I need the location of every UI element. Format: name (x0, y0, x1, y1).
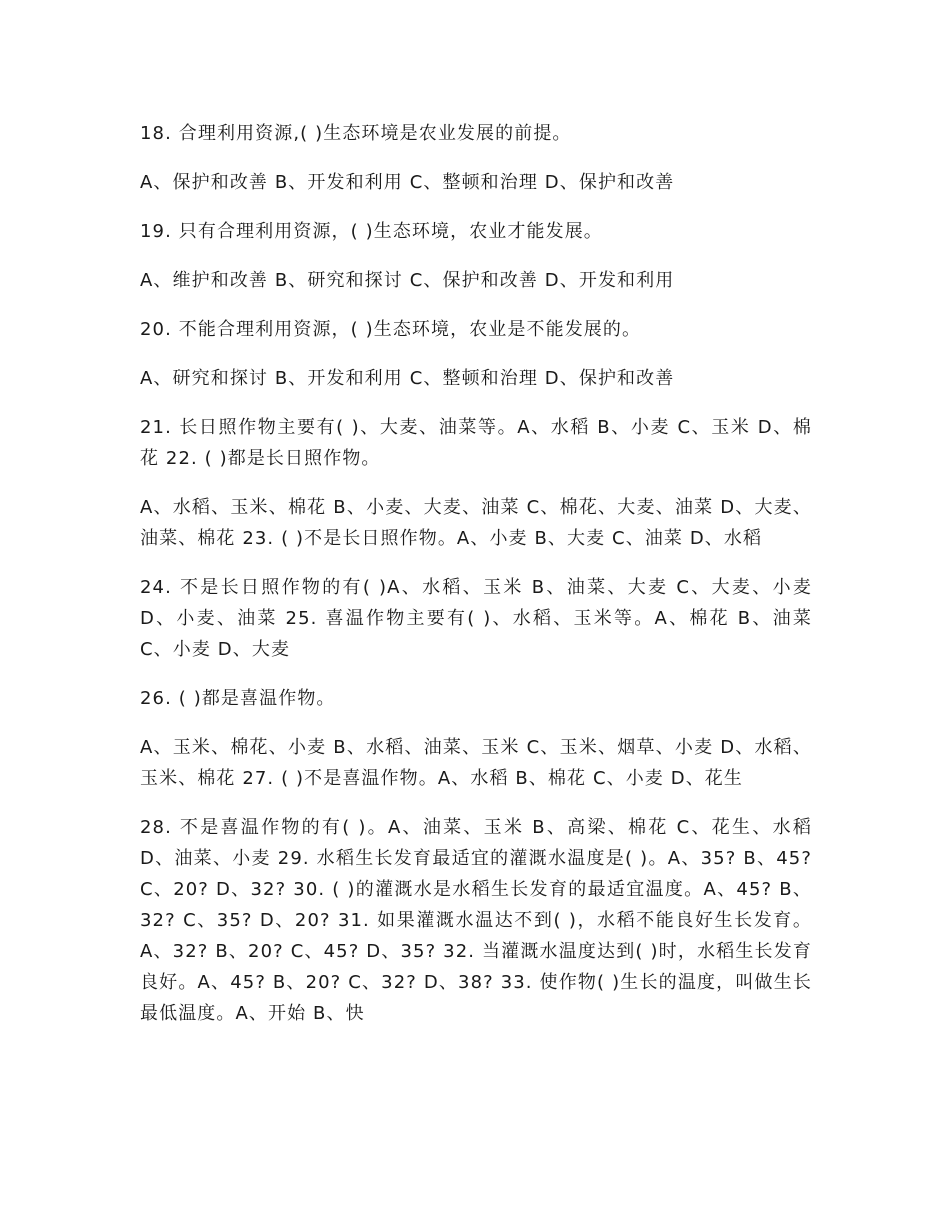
question-26: 26. ( )都是喜温作物。 (140, 688, 336, 709)
question-28-33: 28. 不是喜温作物的有( )。A、油菜、玉米 B、高梁、棉花 C、花生、水稻 D、油菜、小麦 29. 水稻生长发育最适宜的灌溉水温度是( )。A、35? B、45? C、20? D、32? 30. ( )的灌溉水是水稻生长发育的最适宜温度。A、45? B、32? C、35? D、20? 31. 如果灌溉水温达不到( )，水稻不能良好生长发育。A、32? B、20? C、45? D、35? 32. 当灌溉水温度达到( )时，水稻生长发育良好。A、45? B、20? C、32? D、38? 33. 使作物( )生长的温度，叫做生长最低温度。A、开始 B、快 (140, 817, 812, 1024)
question-20: 20. 不能合理利用资源，( )生态环境，农业是不能发展的。 (140, 319, 642, 340)
question-19: 19. 只有合理利用资源，( )生态环境，农业才能发展。 (140, 221, 603, 242)
question-22-23-options: A、水稻、玉米、棉花 B、小麦、大麦、油菜 C、棉花、大麦、油菜 D、大麦、油菜、棉花 23. ( )不是长日照作物。A、小麦 B、大麦 C、油菜 D、水稻 (140, 497, 812, 549)
question-18-options: A、保护和改善 B、开发和利用 C、整顿和治理 D、保护和改善 (140, 172, 675, 193)
question-19-options: A、维护和改善 B、研究和探讨 C、保护和改善 D、开发和利用 (140, 270, 675, 291)
question-20-options: A、研究和探讨 B、开发和利用 C、整顿和治理 D、保护和改善 (140, 368, 675, 389)
question-21-22: 21. 长日照作物主要有( )、大麦、油菜等。A、水稻 B、小麦 C、玉米 D、棉花 22. ( )都是长日照作物。 (140, 417, 812, 469)
question-list (140, 118, 812, 1029)
question-26-27-options: A、玉米、棉花、小麦 B、水稻、油菜、玉米 C、玉米、烟草、小麦 D、水稻、玉米、棉花 27. ( )不是喜温作物。A、水稻 B、棉花 C、小麦 D、花生 (140, 737, 812, 789)
question-18: 18. 合理利用资源,( )生态环境是农业发展的前提。 (140, 123, 572, 144)
question-24-25: 24. 不是长日照作物的有( )A、水稻、玉米 B、油菜、大麦 C、大麦、小麦 D、小麦、油菜 25. 喜温作物主要有( )、水稻、玉米等。A、棉花 B、油菜 C、小麦 D、大麦 (140, 577, 812, 660)
